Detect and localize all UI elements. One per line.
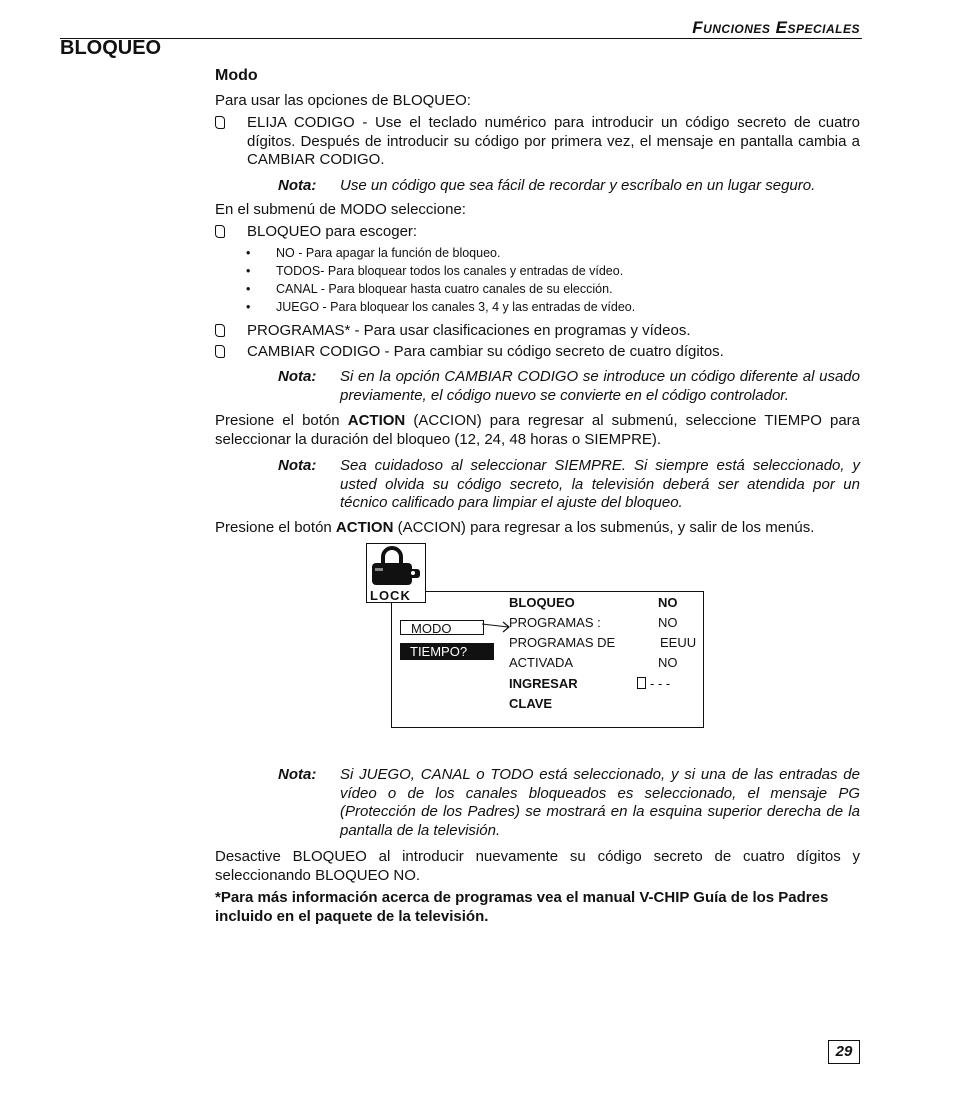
- note-4: [278, 766, 860, 840]
- checkbox-bullet-icon: [215, 324, 225, 337]
- menu-row-value: - - -: [650, 676, 671, 691]
- note-label: Nota:: [278, 177, 317, 194]
- bullet-text: TODOS- Para bloquear todos los canales y entradas de vídeo.: [276, 264, 624, 278]
- list-item-text: PROGRAMAS* - Para usar clasificaciones en programas y vídeos.: [247, 322, 691, 339]
- action-paragraph-2: [215, 519, 860, 538]
- checkbox-bullet-icon: [215, 225, 225, 238]
- final-note: *Para más información acerca de programas vea el manual V-CHIP Guía de los Padres incluido en el paquete de la televisión.: [215, 889, 829, 925]
- bullet-item: [246, 281, 613, 297]
- checkbox-bullet-icon: [215, 345, 225, 358]
- menu-row-label: CLAVE: [509, 696, 553, 711]
- bullet-item: [246, 245, 500, 261]
- list-item-text: BLOQUEO para escoger:: [247, 223, 418, 240]
- menu-row-label: PROGRAMAS :: [509, 615, 601, 630]
- paragraph-text: Presione el botón: [215, 412, 348, 429]
- menu-row-label: INGRESAR: [509, 676, 578, 691]
- bullet-text: CANAL - Para bloquear hasta cuatro canales de su elección.: [276, 282, 613, 296]
- bullet-dot-icon: •: [246, 246, 251, 260]
- page-number: 29: [828, 1040, 860, 1064]
- lock-label: LOCK: [370, 588, 411, 603]
- running-header: Funciones Especiales: [692, 18, 860, 37]
- action-keyword: ACTION: [335, 519, 394, 536]
- deactivate-paragraph: Desactive BLOQUEO al introducir nuevamente su código secreto de cuatro dígitos y seleccionando BLOQUEO NO.: [215, 848, 860, 884]
- section-title: BLOQUEO: [60, 37, 162, 59]
- bullet-text: NO - Para apagar la función de bloqueo.: [276, 246, 501, 260]
- action-paragraph-1: [215, 412, 860, 449]
- note-label: Nota:: [278, 766, 317, 783]
- note-label: Nota:: [278, 457, 317, 474]
- menu-row-label: PROGRAMAS DE: [509, 635, 616, 650]
- list-item-programas: [215, 322, 860, 341]
- cursor-box-icon: [637, 677, 646, 689]
- menu-row-label: BLOQUEO: [509, 595, 575, 610]
- list-item-text: ELIJA CODIGO - Use el teclado numérico para introducir un código secreto de cuatro dígitos. Después de introducir su código por primera vez, el mensaje en pantalla cambia a CAMBIAR CODIGO.: [247, 114, 860, 168]
- note-1: [278, 177, 860, 196]
- bullet-dot-icon: •: [246, 300, 251, 314]
- bullet-item: [246, 263, 623, 279]
- list-item-bloqueo: [215, 223, 860, 242]
- subsection-title: Modo: [215, 67, 258, 84]
- intro-text: Para usar las opciones de BLOQUEO:: [215, 92, 471, 109]
- list-item-elija-codigo: [215, 114, 860, 170]
- note-text: Sea cuidadoso al seleccionar SIEMPRE. Si siempre está seleccionado, y usted olvida su código secreto, la televisión deberá ser atendida por un técnico calificado para limpiar el ajuste del bloqueo.: [340, 457, 860, 511]
- paragraph-text: (ACCION) para regresar a los submenús, y salir de los menús.: [393, 519, 815, 536]
- menu-row-label: ACTIVADA: [509, 655, 574, 670]
- note-3: [278, 457, 860, 513]
- action-keyword: ACTION: [347, 412, 406, 429]
- list-item-cambiar-codigo: [215, 343, 860, 362]
- note-text: Si en la opción CAMBIAR CODIGO se introduce un código diferente al usado previamente, el código nuevo se convierte en el código controlador.: [340, 368, 860, 404]
- submenu-intro: En el submenú de MODO seleccione:: [215, 201, 466, 218]
- note-text: Use un código que sea fácil de recordar y escríbalo en un lugar seguro.: [340, 177, 816, 194]
- menu-row-value: NO: [658, 595, 678, 610]
- menu-tab-modo[interactable]: MODO: [400, 620, 484, 635]
- paragraph-text: Presione el botón: [215, 519, 336, 536]
- bullet-item: [246, 299, 635, 315]
- paragraph-text: (ACCION) para regresar al submenú, seleccione TIEMPO para seleccionar la duración del bloqueo (12, 24, 48 horas o SIEMPRE).: [215, 412, 860, 448]
- list-item-text: CAMBIAR CODIGO - Para cambiar su código secreto de cuatro dígitos.: [247, 343, 724, 360]
- menu-row-value: NO: [658, 615, 678, 630]
- arrow-right-icon: [482, 620, 512, 634]
- menu-row-value: EEUU: [660, 635, 697, 650]
- bullet-dot-icon: •: [246, 282, 251, 296]
- menu-tab-tiempo[interactable]: TIEMPO?: [400, 643, 494, 660]
- note-label: Nota:: [278, 368, 317, 385]
- note-text: Si JUEGO, CANAL o TODO está seleccionado, y si una de las entradas de vídeo o de los canales bloqueados es seleccionado, el mensaje PG (Protección de los Padres) se mostrará en la esquina superior derecha de la pantalla de la televisión.: [340, 766, 860, 839]
- bullet-text: JUEGO - Para bloquear los canales 3, 4 y las entradas de vídeo.: [276, 300, 636, 314]
- bullet-dot-icon: •: [246, 264, 251, 278]
- checkbox-bullet-icon: [215, 116, 225, 129]
- menu-row-value: NO: [658, 655, 678, 670]
- note-2: [278, 368, 860, 405]
- padlock-icon: [367, 544, 425, 588]
- header-rule: [60, 38, 862, 39]
